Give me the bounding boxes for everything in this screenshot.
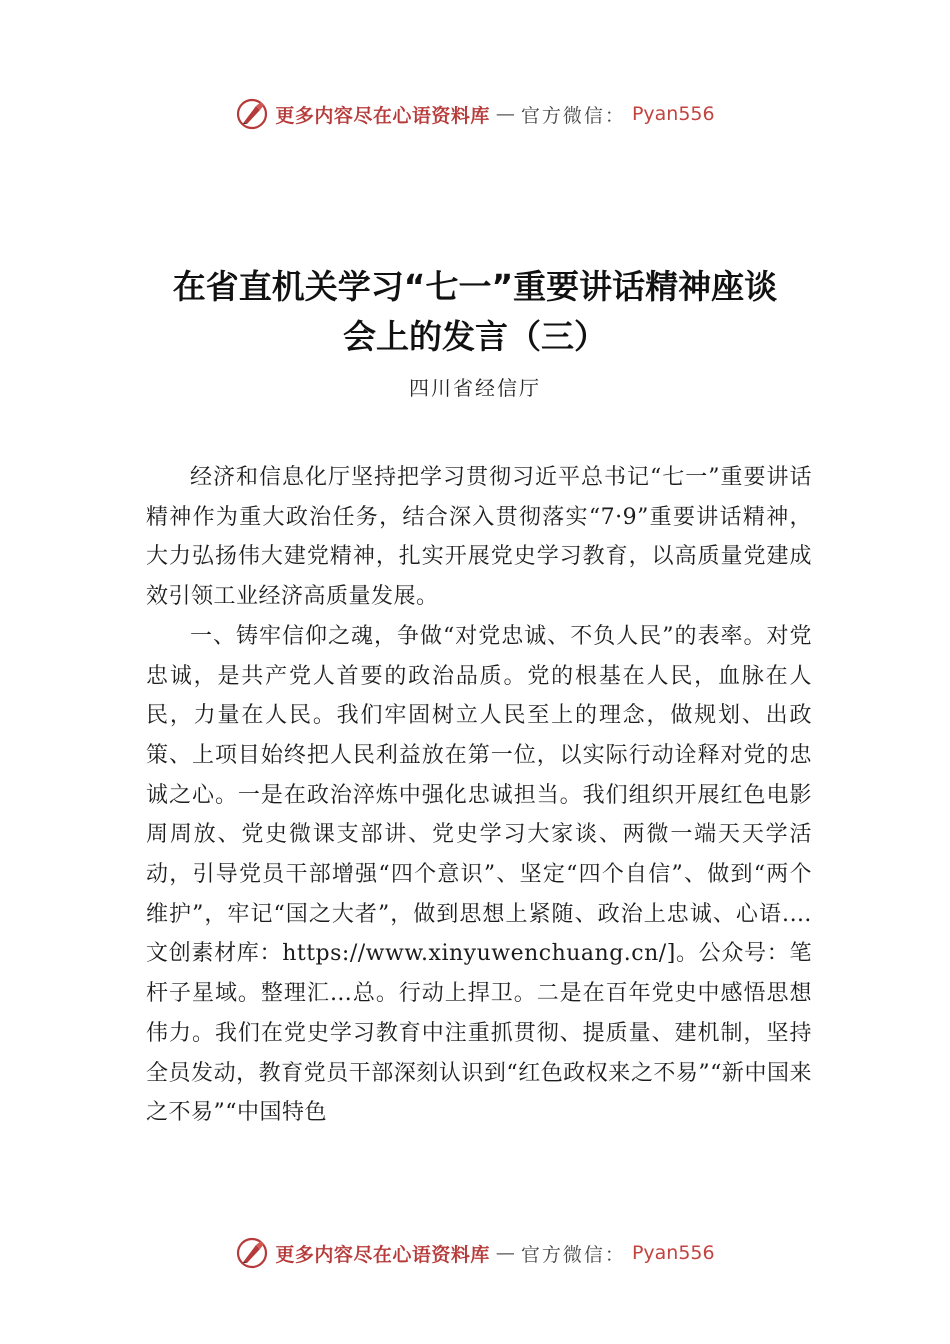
banner-wechat-id: Pyan556 (631, 1242, 715, 1264)
pen-nib-logo-icon (235, 97, 269, 131)
body-paragraph: 经济和信息化厅坚持把学习贯彻习近平总书记“七一”重要讲话精神作为重大政治任务，结合深入贯彻落实“7·9”重要讲话精神，大力弘扬伟大建党精神，扎实开展党史学习教育，以高质量党建成效引领工业经济高质量发展。 (146, 465, 812, 610)
banner-wechat-label: 官方微信： (520, 1243, 626, 1266)
title-line-1: 在省直机关学习“七一”重要讲话精神座谈 (172, 267, 778, 306)
banner-wechat-label: 官方微信： (520, 104, 626, 127)
title-line-2: 会上的发言（三） (343, 317, 607, 356)
footer-banner (0, 1233, 950, 1273)
document-body (146, 458, 812, 1133)
banner-separator: — (495, 1242, 515, 1264)
banner-brand-text: 更多内容尽在心语资料库 (275, 104, 490, 127)
body-paragraph: 一、铸牢信仰之魂，争做“对党忠诚、不负人民”的表率。对党忠诚，是共产党人首要的政治品质。党的根基在人民，血脉在人民，力量在人民。我们牢固树立人民至上的理念，做规划、出政策、上项目始终把人民利益放在第一位，以实际行动诠释对党的忠诚之心。一是在政治淬炼中强化忠诚担当。我们组织开展红色电影周周放、党史微课支部讲、党史学习大家谈、两微一端天天学活动，引导党员干部增强“四个意识”、坚定“四个自信”、做到“两个维护”，牢记“国之大者”，做到思想上紧随、政治上忠诚、心语.…文创素材库：https://www.xinyuwenchuang.cn/]。公众号：笔杆子星域。整理汇…总。行动上捍卫。二是在百年党史中感悟思想伟力。我们在党史学习教育中注重抓贯彻、提质量、建机制，坚持全员发动，教育党员干部深刻认识到“红色政权来之不易”“新中国来之不易”“中国特色 (146, 623, 812, 1126)
document-author: 四川省经信厅 (409, 376, 541, 400)
banner-brand-text: 更多内容尽在心语资料库 (275, 1243, 490, 1266)
banner-separator: — (495, 103, 515, 125)
pen-nib-logo-icon (235, 1236, 269, 1270)
banner-wechat-id: Pyan556 (631, 103, 715, 125)
header-banner (0, 94, 950, 134)
document-title (100, 262, 850, 362)
